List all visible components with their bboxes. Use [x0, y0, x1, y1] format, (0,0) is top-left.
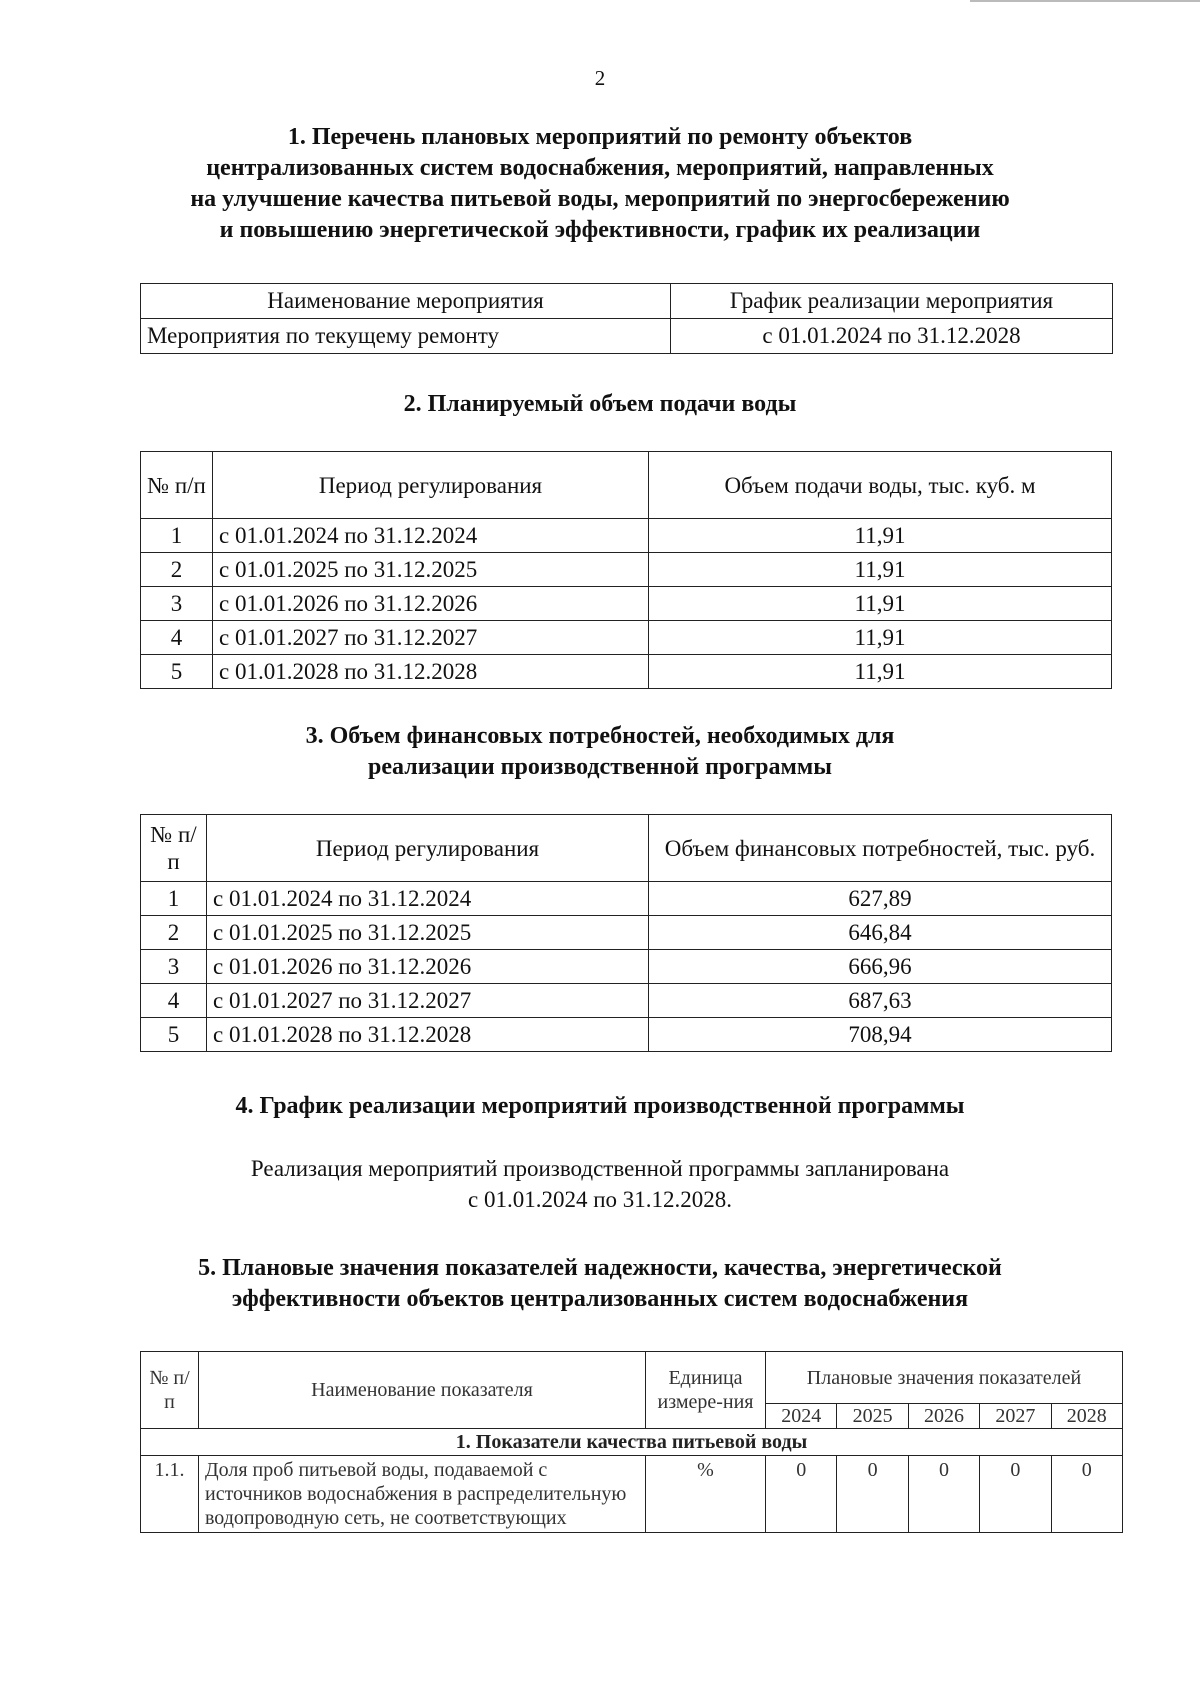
- year-header-cell: 2028: [1051, 1404, 1122, 1429]
- table-cell: 0: [980, 1456, 1051, 1533]
- section1-title: [0, 122, 1200, 246]
- table-row: [141, 882, 1112, 916]
- table-cell: 11,91: [649, 519, 1112, 553]
- table-row: [141, 1456, 1123, 1533]
- table-cell: с 01.01.2025 по 31.12.2025: [207, 916, 649, 950]
- table-row: [141, 655, 1112, 689]
- year-header-cell: 2025: [837, 1404, 908, 1429]
- indicators-table: [140, 1351, 1123, 1533]
- table-cell: 4: [141, 984, 207, 1018]
- table-cell: с 01.01.2024 по 31.12.2024: [207, 882, 649, 916]
- table-cell: с 01.01.2028 по 31.12.2028: [207, 1018, 649, 1052]
- table-header-cell: № п/п: [141, 452, 213, 519]
- table-row: [141, 984, 1112, 1018]
- table-cell: 708,94: [649, 1018, 1112, 1052]
- table-cell: с 01.01.2026 по 31.12.2026: [213, 587, 649, 621]
- table-header-cell: Единица измере-ния: [646, 1352, 766, 1429]
- table-cell: 3: [141, 950, 207, 984]
- table-cell: 1: [141, 519, 213, 553]
- table-row: [141, 519, 1112, 553]
- table-header-cell: Наименование показателя: [199, 1352, 646, 1429]
- table-cell: 11,91: [649, 621, 1112, 655]
- table-row: [141, 553, 1112, 587]
- table-cell: 5: [141, 1018, 207, 1052]
- year-header-cell: 2026: [908, 1404, 979, 1429]
- table-cell: с 01.01.2028 по 31.12.2028: [213, 655, 649, 689]
- repair-measures-table: [140, 283, 1113, 354]
- page-number: 2: [594, 66, 606, 90]
- section3-title: [0, 721, 1200, 783]
- table-header-row: [141, 1352, 1123, 1404]
- table-cell: 11,91: [649, 587, 1112, 621]
- table-cell: 0: [766, 1456, 837, 1533]
- table-cell: с 01.01.2025 по 31.12.2025: [213, 553, 649, 587]
- table-header-cell: График реализации мероприятия: [671, 284, 1113, 319]
- table-cell: 0: [837, 1456, 908, 1533]
- table-cell: с 01.01.2027 по 31.12.2027: [213, 621, 649, 655]
- table-cell: 666,96: [649, 950, 1112, 984]
- table-cell: 1: [141, 882, 207, 916]
- financial-needs-table: [140, 814, 1112, 1052]
- table-cell: с 01.01.2027 по 31.12.2027: [207, 984, 649, 1018]
- year-header-cell: 2027: [980, 1404, 1051, 1429]
- table-row: [141, 621, 1112, 655]
- table-cell: 627,89: [649, 882, 1112, 916]
- table-header-cell: Наименование мероприятия: [141, 284, 671, 319]
- table-cell: 687,63: [649, 984, 1112, 1018]
- table-header-row: [141, 284, 1113, 319]
- table-cell: 11,91: [649, 655, 1112, 689]
- table-section-row: [141, 1429, 1123, 1456]
- table-header-row: [141, 452, 1112, 519]
- table-row: [141, 1018, 1112, 1052]
- table-header-cell: Объем подачи воды, тыс. куб. м: [649, 452, 1112, 519]
- section1-title-line: и повышению энергетической эффективности, график их реализации: [219, 217, 981, 243]
- table-cell: 5: [141, 655, 213, 689]
- table-cell: 0: [908, 1456, 979, 1533]
- table-cell: %: [646, 1456, 766, 1533]
- table-header-cell: Период регулирования: [207, 815, 649, 882]
- section3-title-line: реализации производственной программы: [368, 754, 832, 780]
- table-header-row: [141, 815, 1112, 882]
- table-header-cell: № п/п: [141, 815, 207, 882]
- table-cell: 0: [1051, 1456, 1122, 1533]
- table-row: [141, 950, 1112, 984]
- table-cell: 646,84: [649, 916, 1112, 950]
- table-cell: 4: [141, 621, 213, 655]
- section1-title-line: на улучшение качества питьевой воды, мероприятий по энергосбережению: [190, 186, 1010, 212]
- section4-text-line: Реализация мероприятий производственной программы запланирована: [250, 1156, 950, 1181]
- table-header-cell: Плановые значения показателей: [766, 1352, 1123, 1404]
- table-cell: с 01.01.2026 по 31.12.2026: [207, 950, 649, 984]
- section4-text: [0, 1153, 1200, 1215]
- table-cell: 3: [141, 587, 213, 621]
- table-section-cell: 1. Показатели качества питьевой воды: [141, 1429, 1123, 1456]
- table-cell: 1.1.: [141, 1456, 199, 1533]
- top-edge-line: [970, 0, 1200, 2]
- table-cell: с 01.01.2024 по 31.12.2028: [671, 319, 1113, 354]
- water-supply-volume-table: [140, 451, 1112, 689]
- table-header-cell: Период регулирования: [213, 452, 649, 519]
- table-cell: Мероприятия по текущему ремонту: [141, 319, 671, 354]
- section3-title-line: 3. Объем финансовых потребностей, необходимых для: [305, 723, 895, 749]
- table-row: [141, 587, 1112, 621]
- table-row: [141, 319, 1113, 354]
- table-cell: 11,91: [649, 553, 1112, 587]
- section4-text-line: с 01.01.2024 по 31.12.2028.: [467, 1187, 733, 1212]
- table-row: [141, 916, 1112, 950]
- section5-title: [0, 1253, 1200, 1315]
- section4-title: 4. График реализации мероприятий производственной программы: [235, 1093, 965, 1119]
- table-cell: с 01.01.2024 по 31.12.2024: [213, 519, 649, 553]
- section2-title: 2. Планируемый объем подачи воды: [403, 391, 797, 417]
- table-cell: 2: [141, 553, 213, 587]
- section5-title-line: эффективности объектов централизованных систем водоснабжения: [231, 1286, 969, 1312]
- section1-title-line: 1. Перечень плановых мероприятий по ремонту объектов: [287, 124, 913, 150]
- table-cell: Доля проб питьевой воды, подаваемой с источников водоснабжения в распределительную водопроводную сеть, не соответствующих: [199, 1456, 646, 1533]
- table-header-cell: № п/п: [141, 1352, 199, 1429]
- section1-title-line: централизованных систем водоснабжения, мероприятий, направленных: [206, 155, 994, 181]
- table-header-cell: Объем финансовых потребностей, тыс. руб.: [649, 815, 1112, 882]
- section5-title-line: 5. Плановые значения показателей надежности, качества, энергетической: [198, 1255, 1002, 1281]
- year-header-cell: 2024: [766, 1404, 837, 1429]
- table-cell: 2: [141, 916, 207, 950]
